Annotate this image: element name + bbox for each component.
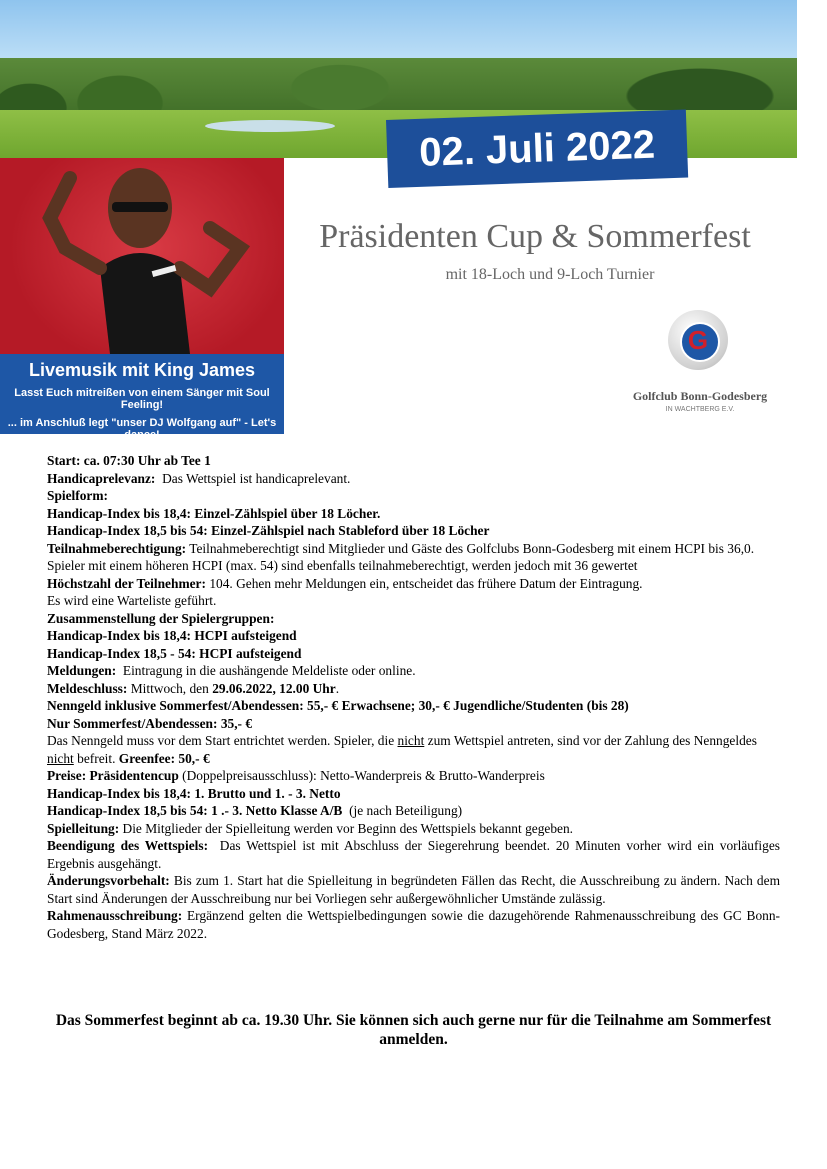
prizes-text: (Doppelpreisausschluss): Netto-Wanderpreis & Brutto-Wanderpreis [182,768,545,783]
promo-line-1: Lasst Euch mitreißen von einem Sänger mit Soul Feeling! [14,387,270,411]
fee-note-3: befreit. [77,750,116,766]
end-text: Das Wettspiel ist mit Abschluss der Siegerehrung beendet. 20 Minuten vorher wird ein vorläufiges Ergebnis ausgehängt. [47,838,781,871]
prizes-label: Preise: Präsidentencup [47,768,179,783]
fee-note-not-2: nicht [47,750,74,766]
closing-note: Das Sommerfest beginnt ab ca. 19.30 Uhr. Sie können sich auch gerne nur für die Teilnahme am Sommerfest anmelden. [55,1012,772,1048]
singer-illustration [40,158,240,354]
eligibility-label: Teilnahmeberechtigung: [47,540,187,556]
framework-text: Ergänzend gelten die Wettspielbedingungen sowie die dazugehörende Rahmenausschreibung des GC Bonn-Godesberg, Stand März 2022. [47,908,780,941]
management-label: Spielleitung: [47,820,120,836]
groups-label: Zusammenstellung der Spielergruppen: [47,610,275,626]
groups-1: Handicap-Index bis 18,4: HCPI aufsteigend [47,628,297,643]
entry-fee: Nenngeld inklusive Sommerfest/Abendessen: 55,- € Erwachsene; 30,- € Jugendliche/Studenten (bis 28) [47,698,629,713]
club-logo-icon [668,310,728,370]
start-info: Start: ca. 07:30 Uhr ab Tee 1 [47,453,211,468]
singer-photo [0,158,284,354]
spielform-label: Spielform: [47,488,108,503]
club-subname: IN WACHTBERG E.V. [665,406,735,413]
promo-line-2: ... im Anschluß legt "unser DJ Wolfgang auf" - Let's dance! [7,417,277,441]
party-only-fee: Nur Sommerfest/Abendessen: 35,- € [47,715,253,731]
fee-note-1: Das Nenngeld muss vor dem Start entrichtet werden. Spieler, die [47,733,395,748]
registration-label: Meldungen: [47,663,117,678]
fee-note-not-1: nicht [397,733,425,748]
club-logo-letter: G [687,324,709,355]
framework-label: Rahmenausschreibung: [47,908,183,923]
tournament-details: Start: ca. 07:30 Uhr ab Tee 1 Handicaprelevanz: Das Wettspiel ist handicaprelevant. Spielform: Handicap-Index bis 18,4: Einzel-Zählspiel über 18 Löcher. Handicap-Index 18,5 bis 54: Einzel-Zählspiel nach Stableford über 18 Löcher Teilnahmeberechtigung: Teilnahmeberechtigt sind Mitglieder und Gäste des Golfclubs Bonn-Godesberg mit einem HCPI bis 36,0. Spieler mit einem höheren HCPI (max. 54) sind ebenfalls teilnahmeberechtigt, werden jedoch mit 36 gewertet Höchstzahl der Teilnehmer: 104. Gehen mehr Meldungen ein, entscheidet das frühere Datum der Eintragung. Es wird eine Warteliste geführt. Zusammenstellung der Spielergruppen: Handicap-Index bis 18,4: HCPI aufsteigend Handicap-Index 18,5 - 54: HCPI aufsteigend Meldungen: Eintragung in die aushängende Meldeliste oder online. Meldeschluss: Mittwoch, den 29.06.2022, 12.00 Uhr. Nenngeld inklusive Sommerfest/Abendessen: 55,- € Erwachsene; 30,- € Jugendliche/Studenten (bis 28) Nur Sommerfest/Abendessen: 35,- € Das Nenngeld muss vor dem Start entrichtet werden. Spieler, die nicht zum Wettspiel antreten, sind vor der Zahlung des Nenngeldes nicht befreit. Greenfee: 50,- € Preise: Präsidentencup (Doppelpreisausschluss): Netto-Wanderpreis & Brutto-Wanderpreis Handicap-Index bis 18,4: 1. Brutto und 1. - 3. Netto Handicap-Index 18,5 bis 54: 1 .- 3. Netto Klasse A/B (je nach Beteiligung) Spielleitung: Die Mitglieder der Spielleitung werden vor Beginn des Wettspiels bekannt gegeben. Beendigung des Wettspiels: Das Wettspiel ist mit Abschluss der Siegerehrung beendet. 20 Minuten vorher wird ein vorläufiges Ergebnis ausgehängt. Änderungsvorbehalt: Bis zum 1. Start hat die Spielleitung in begründeten Fällen das Recht, die Ausschreibung zu ändern. Nach dem Start sind Änderungen der Ausschreibung nur bei Vorliegen sehr außergewöhnlicher Umstände zulässig. Rahmenausschreibung: Ergänzend gelten die Wettspielbedingungen sowie die dazugehörende Rahmenausschreibung des GC Bonn-Godesberg, Stand März 2022. [47,453,781,941]
deadline-date: 29.06.2022, 12.00 Uhr [212,680,336,696]
prize-2: Handicap-Index 18,5 bis 54: 1 .- 3. Netto Klasse A/B [47,803,343,818]
deadline-pre: Mittwoch, den [130,680,209,696]
greenfee: Greenfee: 50,- € [118,750,210,766]
club-name: Golfclub Bonn-Godesberg [632,389,768,403]
groups-2: Handicap-Index 18,5 - 54: HCPI aufsteigend [47,645,302,661]
end-label: Beendigung des Wettspiels: [47,838,209,853]
eligibility-text: Teilnahmeberechtigt sind Mitglieder und Gäste des Golfclubs Bonn-Godesberg mit einem HCPI bis 36,0. Spieler mit einem höheren HCPI (max. 54) sind ebenfalls teilnahmeberechtigt, werden jedoch mit 36 gewertet [47,540,755,573]
hcp-label: Handicaprelevanz: [47,470,156,486]
max-participants-label: Höchstzahl der Teilnehmer: [47,575,206,591]
spielform-1: Handicap-Index bis 18,4: Einzel-Zählspiel über 18 Löcher. [47,505,381,521]
spielform-2: Handicap-Index 18,5 bis 54: Einzel-Zählspiel nach Stableford über 18 Löcher [47,523,490,538]
event-date-badge: 02. Juli 2022 [386,110,688,188]
fee-note-2: zum Wettspiel antreten, sind vor der Zahlung des Nenngeldes [427,733,757,748]
change-label: Änderungsvorbehalt: [47,873,170,888]
management-text: Die Mitglieder der Spielleitung werden vor Beginn des Wettspiels bekannt gegeben. [122,820,574,836]
prize-2-note: (je nach Beteiligung) [349,803,463,818]
waitlist-text: Es wird eine Warteliste geführt. [47,593,217,608]
deadline-label: Meldeschluss: [47,680,128,696]
prize-1: Handicap-Index bis 18,4: 1. Brutto und 1. - 3. Netto [47,785,341,801]
page-title: Präsidenten Cup & Sommerfest [319,218,751,255]
promo-headline: Livemusik mit King James [28,360,256,380]
page-subtitle: mit 18-Loch und 9-Loch Turnier [445,266,655,283]
hcp-text: Das Wettspiel ist handicaprelevant. [162,470,351,486]
promo-caption [0,354,284,441]
registration-text: Eintragung in die aushängende Meldeliste oder online. [122,663,416,678]
change-text: Bis zum 1. Start hat die Spielleitung in begründeten Fällen das Recht, die Ausschreibung zu ändern. Nach dem Start sind Änderungen der Ausschreibung nur bei Vorliegen sehr außergewöhnlicher Umstände zulässig. [47,873,780,906]
max-participants-text: 104. Gehen mehr Meldungen ein, entscheidet das frühere Datum der Eintragung. [209,575,643,591]
livemusic-promo [0,158,284,441]
